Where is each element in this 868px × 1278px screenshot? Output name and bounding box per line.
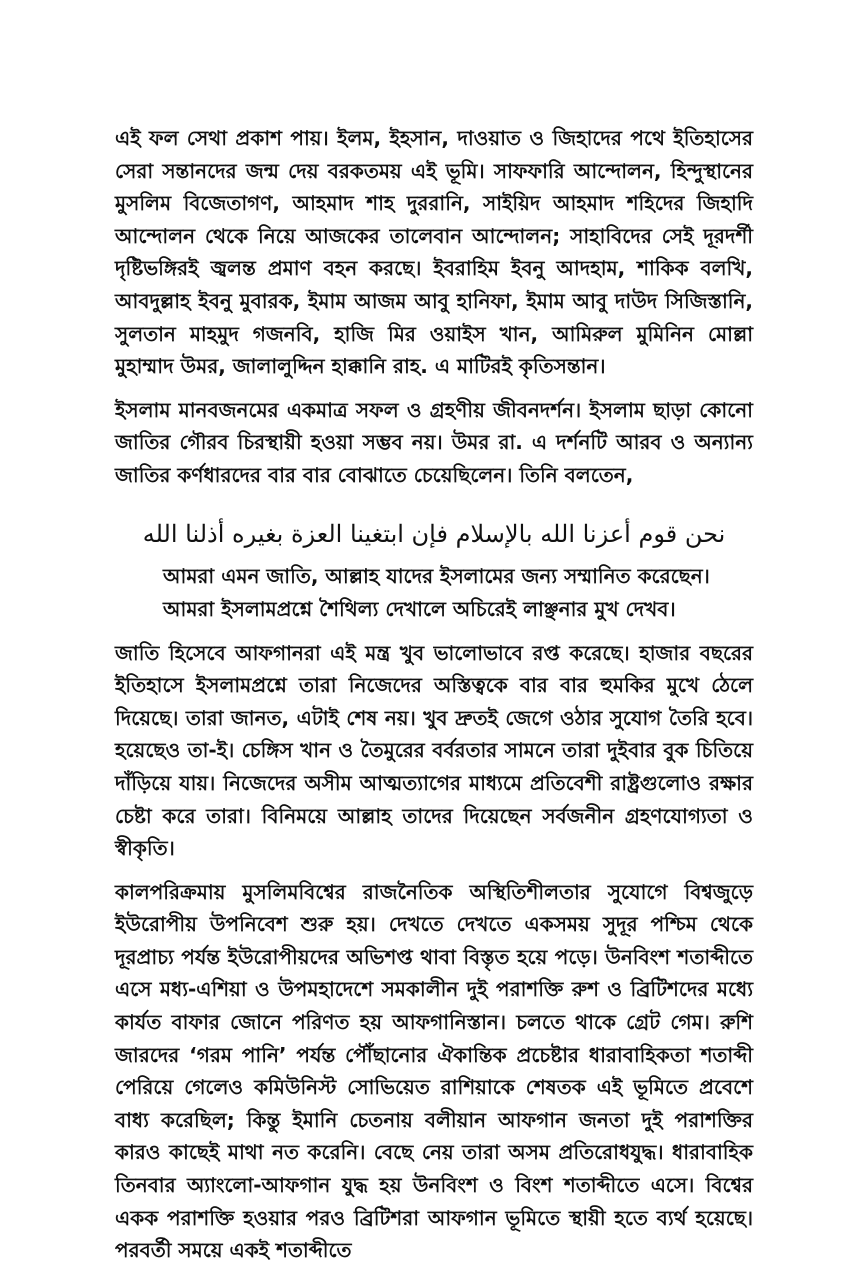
paragraph-islam-philosophy: ইসলাম মানবজনমের একমাত্র সফল ও গ্রহণীয় জীবনদর্শন। ইসলাম ছাড়া কোনো জাতির গৌরব চিরস্থায়ী হওয়া সম্ভব নয়। উমর রা. এ দর্শনটি আরব ও অন্যান্য জাতির কর্ণধারদের বার বার বোঝাতে চেয়েছিলেন। তিনি বলতেন, — [115, 397, 753, 487]
quote-translation — [115, 560, 753, 626]
book-page — [115, 122, 753, 1278]
arabic-quote: نحن قوم أعزنا الله بالإسلام فإن ابتغينا العزة بغيره أذلنا الله — [142, 519, 726, 548]
paragraph-colonial-era: কালপরিক্রমায় মুসলিমবিশ্বের রাজনৈতিক অস্থিতিশীলতার সুযোগে বিশ্বজুড়ে ইউরোপীয় উপনিবেশ শুরু হয়। দেখতে দেখতে একসময় সুদূর পশ্চিম থেকে দূরপ্রাচ্য পর্যন্ত ইউরোপীয়দের অভিশপ্ত থাবা বিস্তৃত হয়ে পড়ে। উনবিংশ শতাব্দীতে এসে মধ্য-এশিয়া ও উপমহাদেশে সমকালীন দুই পরাশক্তি রুশ ও ব্রিটিশদের মধ্যে কার্যত বাফার জোনে পরিণত হয় আফগানিস্তান। চলতে থাকে গ্রেট গেম। রুশি জারদের ‘গরম পানি’ পর্যন্ত পৌঁছানোর ঐকান্তিক প্রচেষ্টার ধারাবাহিকতা শতাব্দী পেরিয়ে গেলেও কমিউনিস্ট সোভিয়েত রাশিয়াকে শেষতক এই ভূমিতে প্রবেশে বাধ্য করেছিল; কিন্তু ইমানি চেতনায় বলীয়ান আফগান জনতা দুই পরাশক্তির কারও কাছেই মাথা নত করেনি। বেছে নেয় তারা অসম প্রতিরোধযুদ্ধ। ধারাবাহিক তিনবার অ্যাংলো-আফগান যুদ্ধ হয় উনবিংশ ও বিংশ শতাব্দীতে এসে। বিশ্বের একক পরাশক্তি হওয়ার পরও ব্রিটিশরা আফগান ভূমিতে স্থায়ী হতে ব্যর্থ হয়েছে। পরবর্তী সময়ে একই শতাব্দীতে — [115, 879, 753, 1263]
translation-line-2: আমরা ইসলামপ্রশ্নে শৈথিল্য দেখালে অচিরেই লাঞ্ছনার মুখ দেখব। — [163, 596, 676, 621]
paragraph-afghan-nation: জাতি হিসেবে আফগানরা এই মন্ত্র খুব ভালোভাবে রপ্ত করেছে। হাজার বছরের ইতিহাসে ইসলামপ্রশ্নে তারা নিজেদের অস্তিত্বকে বার বার হুমকির মুখে ঠেলে দিয়েছে। তারা জানত, এটাই শেষ নয়। খুব দ্রুতই জেগে ওঠার সুযোগ তৈরি হবে। হয়েছেও তা-ই। চেঙ্গিস খান ও তৈমুরের বর্বরতার সামনে তারা দুইবার বুক চিতিয়ে দাঁড়িয়ে যায়। নিজেদের অসীম আত্মত্যাগের মাধ্যমে প্রতিবেশী রাষ্ট্রগুলোও রক্ষার চেষ্টা করে তারা। বিনিময়ে আল্লাহ তাদের দিয়েছেন সর্বজনীন গ্রহণযোগ্যতা ও স্বীকৃতি। — [115, 640, 753, 861]
translation-line-1: আমরা এমন জাতি, আল্লাহ যাদের ইসলামের জন্য সম্মানিত করেছেন। — [163, 563, 710, 588]
paragraph-heritage: এই ফল সেথা প্রকাশ পায়। ইলম, ইহসান, দাওয়াত ও জিহাদের পথে ইতিহাসের সেরা সন্তানদের জন্ম দেয় বরকতময় এই ভূমি। সাফফারি আন্দোলন, হিন্দুস্থানের মুসলিম বিজেতাগণ, আহমাদ শাহ দুররানি, সাইয়িদ আহমাদ শহিদের জিহাদি আন্দোলন থেকে নিয়ে আজকের তালেবান আন্দোলন; সাহাবিদের সেই দূরদর্শী দৃষ্টিভঙ্গিরই জ্বলন্ত প্রমাণ বহন করছে। ইবরাহিম ইবনু আদহাম, শাকিক বলখি, আবদুল্লাহ ইবনু মুবারক, ইমাম আজম আবু হানিফা, ইমাম আবু দাউদ সিজিস্তানি, সুলতান মাহমুদ গজনবি, হাজি মির ওয়াইস খান, আমিরুল মুমিনিন মোল্লা মুহাম্মাদ উমর, জালালুদ্দিন হাক্কানি রাহ. এ মাটিরই কৃতিসন্তান। — [115, 126, 753, 379]
